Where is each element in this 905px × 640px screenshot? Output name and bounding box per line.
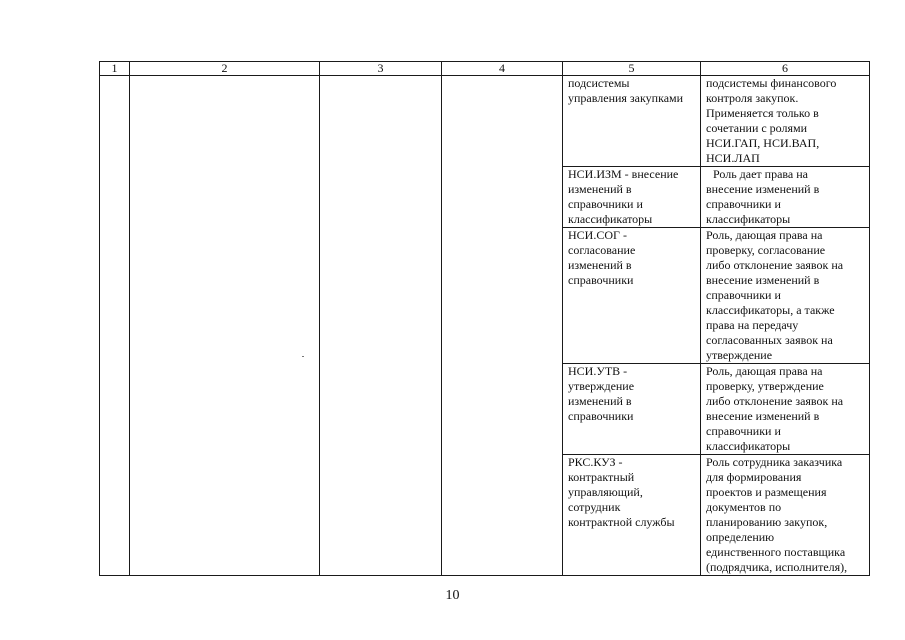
column-header-3: 3 [320, 62, 442, 76]
column-header-1: 1 [100, 62, 130, 76]
description-text: Роль, дающая права на проверку, согласование либо отклонение заявок на внесение изменений в справочники и классификаторы, а также права на передачу согласованных заявок на утверждение [706, 228, 844, 362]
role-cell [563, 455, 701, 576]
role-cell [563, 167, 701, 228]
description-cell [701, 167, 870, 228]
roles-table [99, 61, 870, 576]
empty-cell-col-1 [100, 76, 130, 576]
description-cell [701, 455, 870, 576]
role-text: РКС.КУЗ - контрактный управляющий, сотрудник контрактной службы [568, 455, 675, 529]
role-text: НСИ.СОГ - согласование изменений в справочники [568, 228, 636, 287]
role-cell [563, 364, 701, 455]
description-text: подсистемы финансового контроля закупок. Применяется только в сочетании с ролями НСИ.ГАП, НСИ.ВАП, НСИ.ЛАП [706, 76, 837, 165]
page-number: 10 [445, 588, 460, 603]
description-text: Роль дает права на внесение изменений в справочники и классификаторы [706, 167, 820, 226]
role-cell [563, 228, 701, 364]
column-header-5: 5 [563, 62, 701, 76]
scan-speck [302, 356, 304, 357]
table-row [100, 76, 870, 167]
description-text: Роль сотрудника заказчика для формирования проектов и размещения документов по планированию закупок, определению единственного поставщика (подрядчика, исполнителя), [706, 455, 848, 574]
column-header-4: 4 [442, 62, 563, 76]
empty-cell-col-4 [442, 76, 563, 576]
description-cell [701, 76, 870, 167]
description-cell [701, 228, 870, 364]
empty-cell-col-2 [130, 76, 320, 576]
empty-cell-col-3 [320, 76, 442, 576]
column-header-2: 2 [130, 62, 320, 76]
role-text: НСИ.ИЗМ - внесение изменений в справочники и классификаторы [568, 167, 679, 226]
role-text: НСИ.УТВ - утверждение изменений в справочники [568, 364, 635, 423]
column-header-6: 6 [701, 62, 870, 76]
description-cell [701, 364, 870, 455]
role-cell [563, 76, 701, 167]
description-text: Роль, дающая права на проверку, утверждение либо отклонение заявок на внесение изменений в справочники и классификаторы [706, 364, 844, 453]
role-text: подсистемы управления закупками [568, 76, 684, 105]
table-header-row [100, 62, 870, 76]
